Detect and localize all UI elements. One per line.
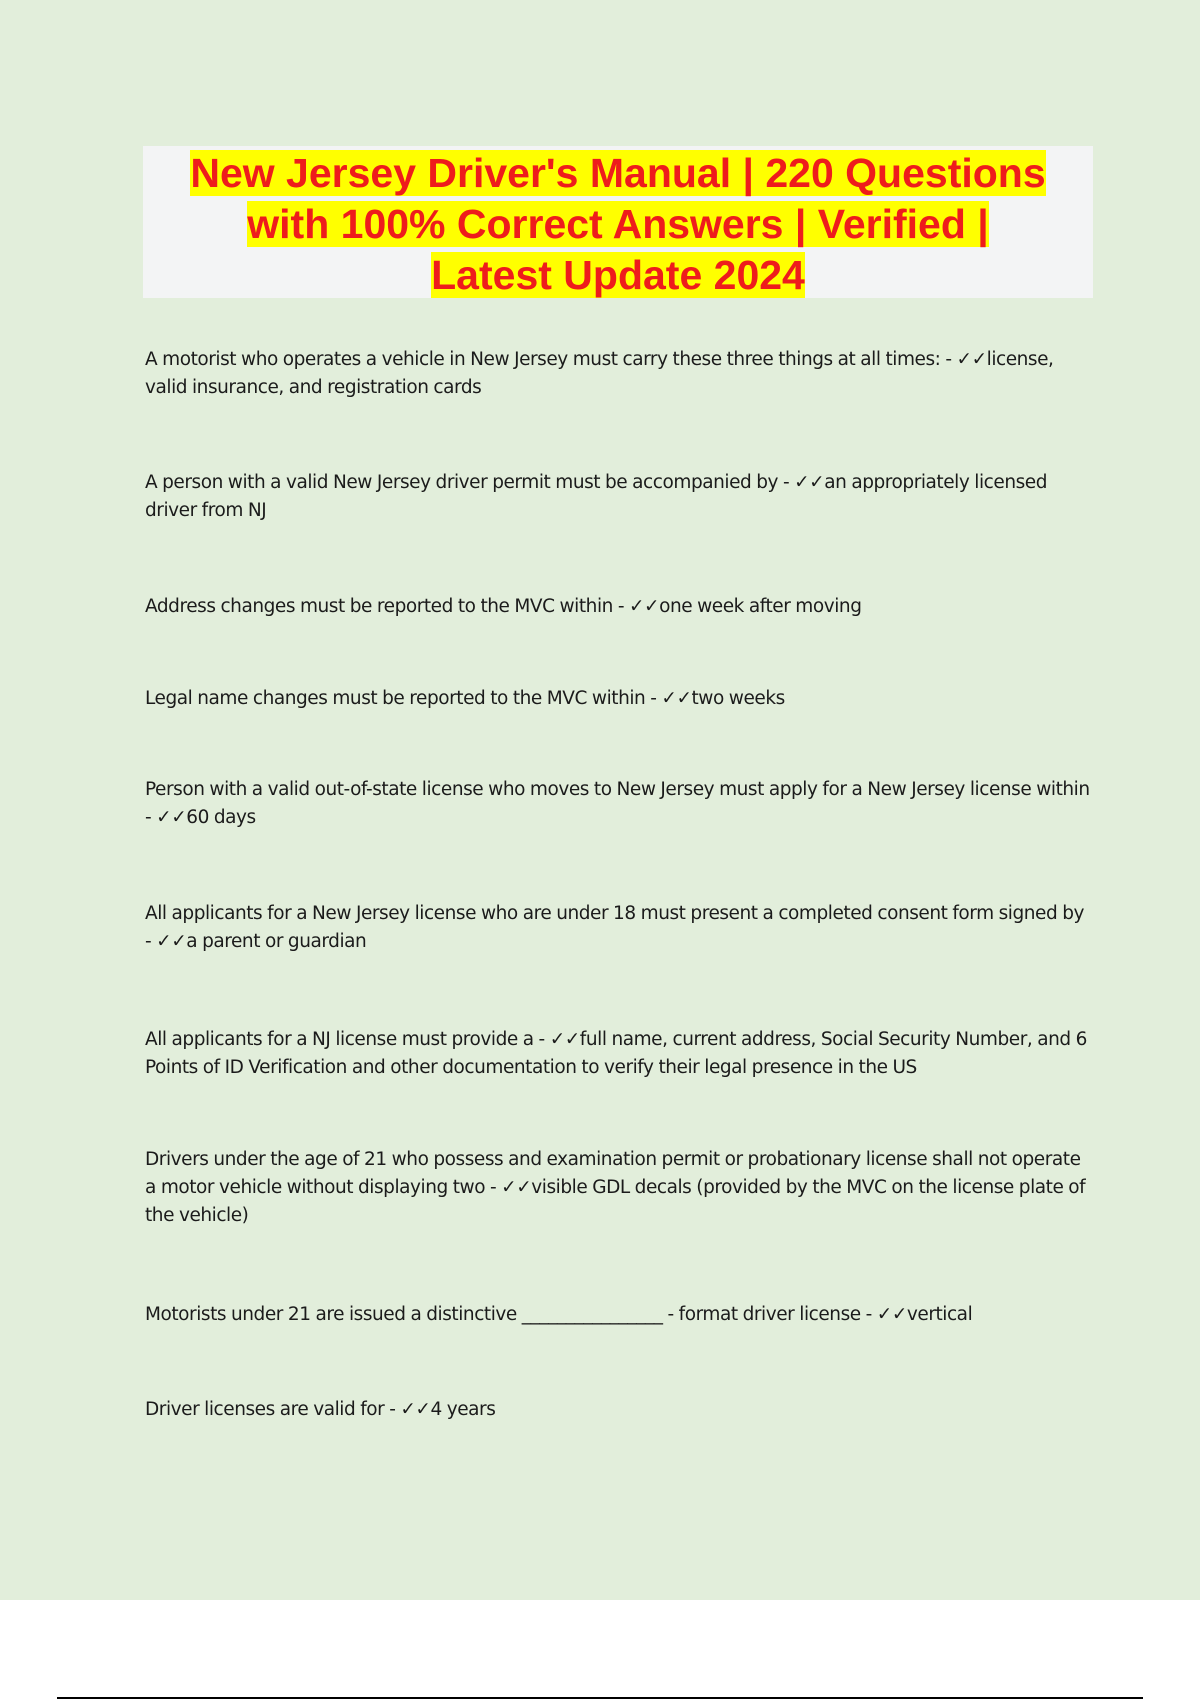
qa-item-8: Drivers under the age of 21 who possess and examination permit or probationary license shall not operate a motor vehicle without displaying two - ✓✓visible GDL decals (provided by the MVC on the license plate of the vehicle) — [145, 1149, 1086, 1226]
qa-item-9: Motorists under 21 are issued a distinctive ________________ - format driver license - ✓✓vertical — [145, 1304, 973, 1325]
qa-item-2: A person with a valid New Jersey driver permit must be accompanied by - ✓✓an appropriately licensed driver from NJ — [145, 472, 1048, 521]
qa-item-10: Driver licenses are valid for - ✓✓4 years — [145, 1399, 496, 1420]
footer-rule — [57, 1697, 1143, 1699]
title-line-2: with 100% Correct Answers | Verified | — [247, 201, 989, 247]
title-line-3: Latest Update 2024 — [431, 252, 805, 298]
document-title — [143, 148, 1093, 301]
title-line-1: New Jersey Driver's Manual | 220 Questions — [190, 150, 1046, 196]
qa-item-4: Legal name changes must be reported to the MVC within - ✓✓two weeks — [145, 688, 785, 709]
qa-item-6: All applicants for a New Jersey license who are under 18 must present a completed consent form signed by - ✓✓a parent or guardian — [145, 903, 1085, 952]
qa-item-1: A motorist who operates a vehicle in New Jersey must carry these three things at all times: - ✓✓license, valid insurance, and registration cards — [145, 349, 1054, 398]
qa-item-5: Person with a valid out-of-state license who moves to New Jersey must apply for a New Jersey license within - ✓✓60 days — [145, 779, 1090, 828]
qa-item-3: Address changes must be reported to the MVC within - ✓✓one week after moving — [145, 596, 862, 617]
qa-item-7: All applicants for a NJ license must provide a - ✓✓full name, current address, Social Security Number, and 6 Points of ID Verification and other documentation to verify their legal presence in the US — [145, 1029, 1087, 1078]
title-block — [143, 146, 1093, 298]
